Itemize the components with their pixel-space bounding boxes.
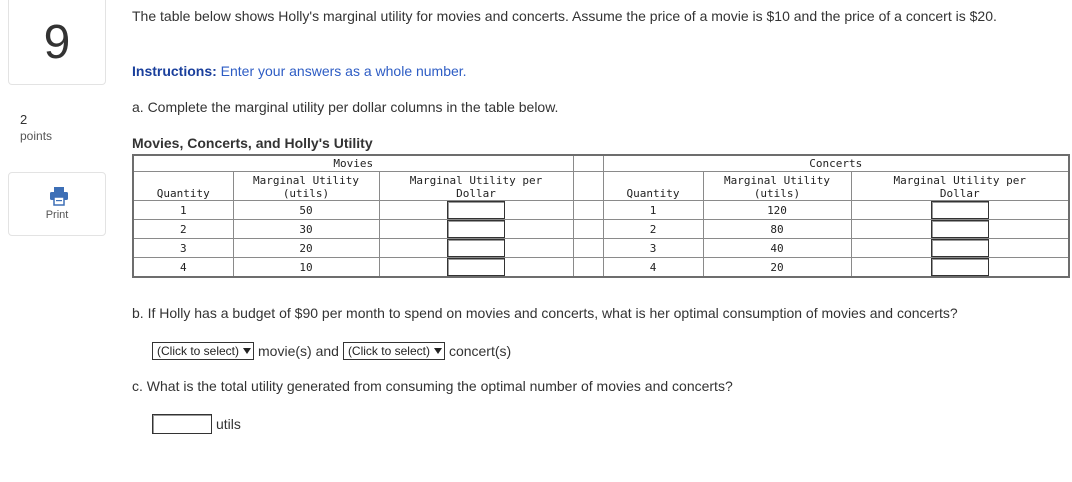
movie-quantity-cell: 1 (133, 201, 233, 220)
concert-mupd-cell (851, 220, 1069, 239)
movie-mu-cell: 50 (233, 201, 379, 220)
movie-mupd-cell (379, 220, 573, 239)
total-utility-input[interactable] (152, 414, 212, 434)
concert-mu-header (703, 172, 851, 201)
part-c-text: c. What is the total utility generated from consuming the optimal number of movies and concerts? (132, 378, 733, 394)
select-value: (Click to select) (157, 344, 240, 358)
col-label: Quantity (626, 187, 680, 200)
movie-mupd-input-1[interactable] (447, 201, 505, 219)
concerts-select[interactable] (343, 342, 445, 360)
concert-mupd-cell (851, 239, 1069, 258)
points-value: 2 (20, 112, 28, 127)
separator (573, 239, 603, 258)
concert-mupd-header (851, 172, 1069, 201)
concerts-suffix: concert(s) (448, 343, 512, 359)
col-label: (utils) (753, 187, 801, 200)
printer-icon (49, 186, 69, 206)
table-title: Movies, Concerts, and Holly's Utility (132, 135, 373, 151)
part-b-answer-row (152, 342, 511, 360)
movie-mupd-input-2[interactable] (447, 220, 505, 238)
points-label: points (20, 129, 53, 143)
movie-mu-header (233, 172, 379, 201)
movie-mupd-input-3[interactable] (447, 239, 505, 257)
question-number-box (8, 0, 106, 85)
col-label: Quantity (156, 187, 210, 200)
instructions-label: Instructions: (132, 63, 217, 79)
concert-quantity-header (603, 172, 703, 201)
concert-mupd-input-2[interactable] (931, 220, 989, 238)
print-button[interactable] (8, 172, 106, 236)
concert-mupd-cell (851, 201, 1069, 220)
movie-mupd-input-4[interactable] (447, 258, 505, 276)
part-c-answer-row (152, 414, 241, 434)
select-value: (Click to select) (347, 344, 430, 358)
separator (573, 220, 603, 239)
movies-select[interactable] (152, 342, 254, 360)
points-indicator (20, 112, 52, 144)
utils-label: utils (216, 416, 241, 432)
movie-mupd-cell (379, 239, 573, 258)
movie-mupd-cell (379, 258, 573, 278)
concert-quantity-cell: 1 (603, 201, 703, 220)
table-row (133, 201, 1069, 220)
movie-mu-cell: 20 (233, 239, 379, 258)
movie-mu-cell: 30 (233, 220, 379, 239)
concert-quantity-cell: 3 (603, 239, 703, 258)
movie-mupd-header (379, 172, 573, 201)
separator (573, 155, 603, 172)
chevron-down-icon (434, 348, 442, 354)
col-label: Marginal Utility (724, 174, 830, 187)
utility-table (132, 154, 1070, 278)
question-prompt: The table below shows Holly's marginal utility for movies and concerts. Assume the price of a movie is $10 and the price of a concert is $20. (132, 8, 997, 24)
chevron-down-icon (243, 348, 251, 354)
concert-mupd-input-3[interactable] (931, 239, 989, 257)
concert-mupd-input-1[interactable] (931, 201, 989, 219)
movie-mupd-cell (379, 201, 573, 220)
table-row (133, 220, 1069, 239)
concert-mu-cell: 40 (703, 239, 851, 258)
concerts-header: Concerts (603, 155, 1069, 172)
col-label: Marginal Utility per (409, 174, 543, 187)
separator (573, 172, 603, 201)
part-b-text: b. If Holly has a budget of $90 per month to spend on movies and concerts, what is her optimal consumption of movies and concerts? (132, 305, 958, 321)
concert-mu-cell: 20 (703, 258, 851, 278)
separator (573, 258, 603, 278)
separator (573, 201, 603, 220)
concert-quantity-cell: 4 (603, 258, 703, 278)
table-row (133, 239, 1069, 258)
concert-mupd-cell (851, 258, 1069, 278)
instructions (132, 63, 467, 79)
col-label: Dollar (456, 187, 496, 200)
table-row (133, 258, 1069, 278)
print-label: Print (45, 209, 69, 221)
movies-suffix: movie(s) and (258, 343, 339, 359)
concert-quantity-cell: 2 (603, 220, 703, 239)
col-label: Marginal Utility per (893, 174, 1026, 187)
part-a-text: a. Complete the marginal utility per dollar columns in the table below. (132, 99, 559, 115)
question-number: 9 (43, 15, 71, 69)
movie-quantity-cell: 2 (133, 220, 233, 239)
movie-quantity-cell: 4 (133, 258, 233, 278)
col-label: Marginal Utility (253, 174, 359, 187)
concert-mu-cell: 80 (703, 220, 851, 239)
col-label: Dollar (939, 187, 980, 200)
concert-mupd-input-4[interactable] (931, 258, 989, 276)
movie-mu-cell: 10 (233, 258, 379, 278)
movies-header: Movies (133, 155, 573, 172)
instructions-text: Enter your answers as a whole number. (220, 63, 467, 79)
col-label: (utils) (282, 187, 330, 200)
movie-quantity-header (133, 172, 233, 201)
concert-mu-cell: 120 (703, 201, 851, 220)
movie-quantity-cell: 3 (133, 239, 233, 258)
